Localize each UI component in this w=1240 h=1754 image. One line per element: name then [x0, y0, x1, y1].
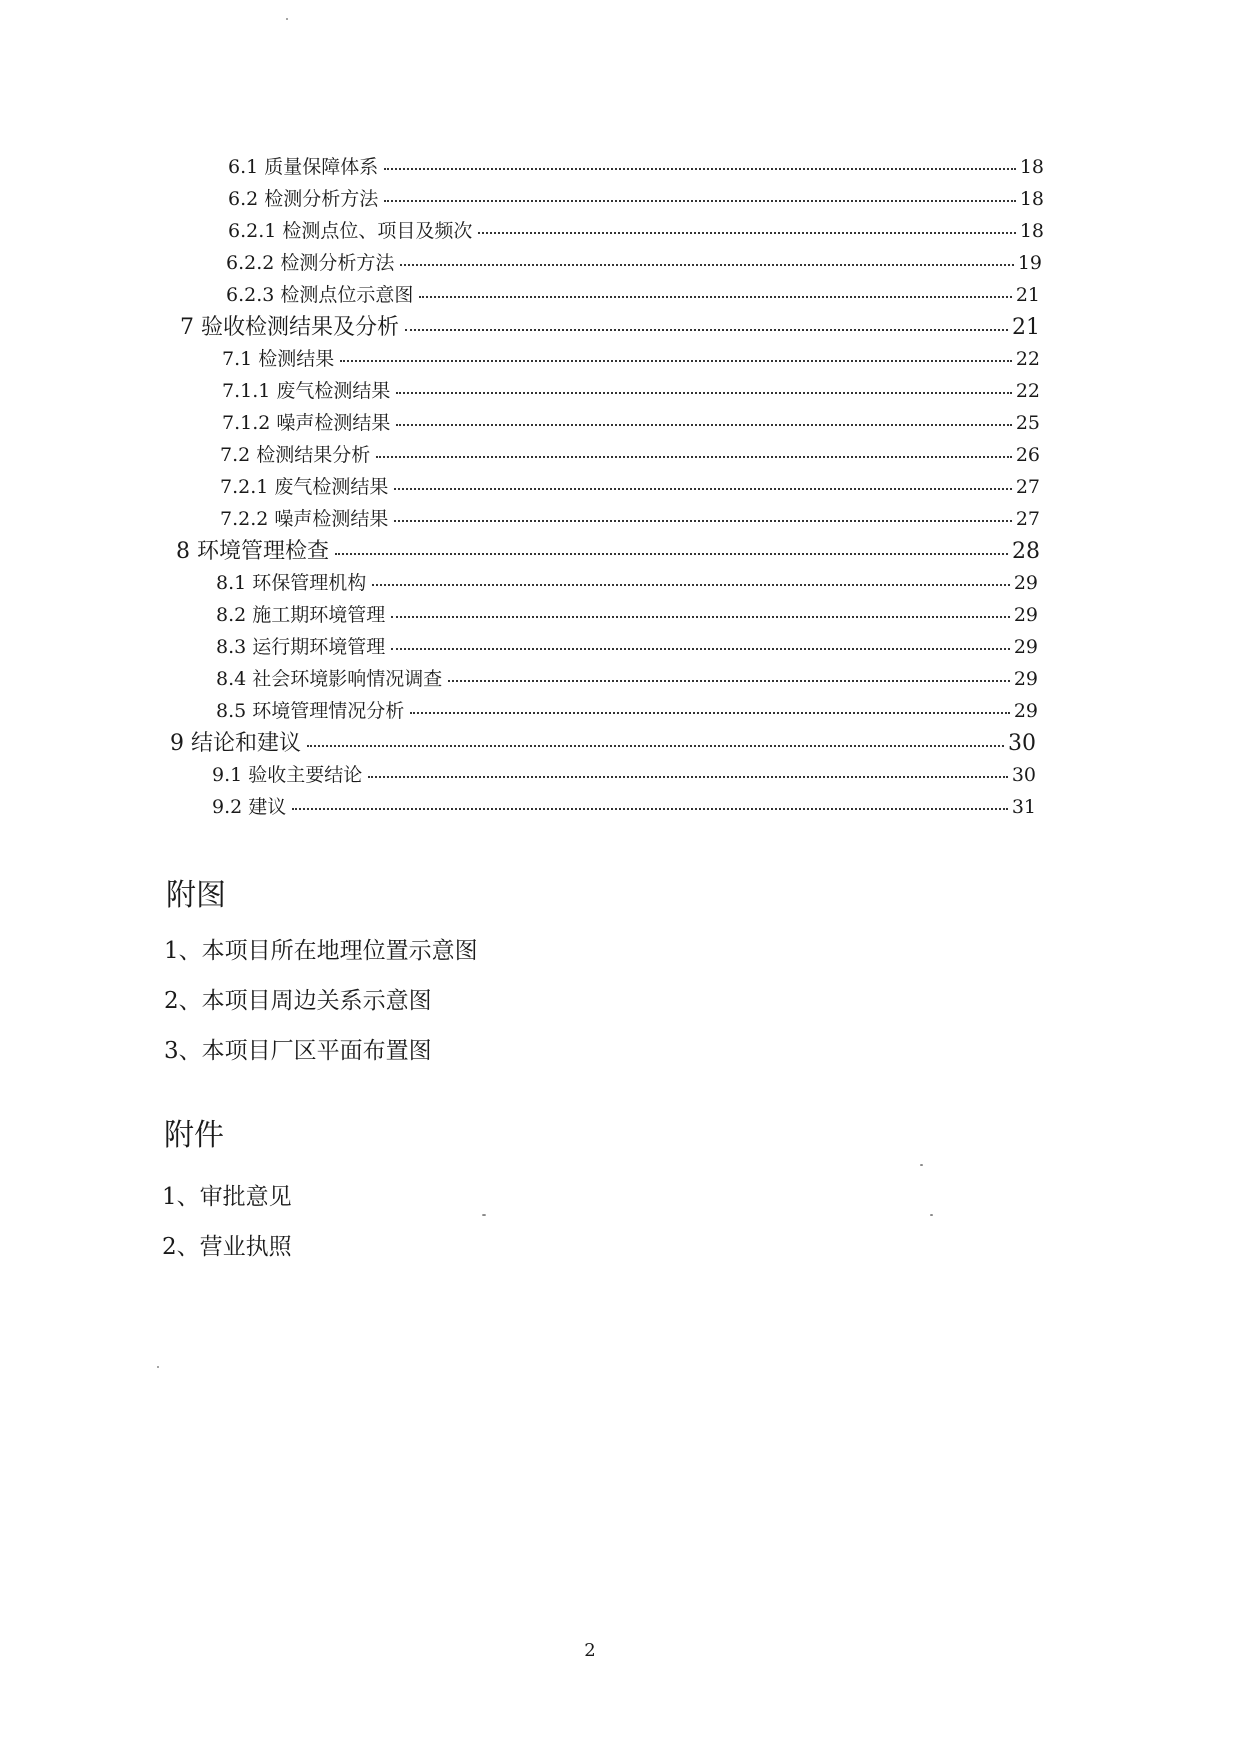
toc-entry-label: 7.2.2 噪声检测结果 [220, 508, 389, 530]
toc-entry-page: 22 [1015, 348, 1040, 370]
toc-entry-label: 6.1 质量保障体系 [228, 156, 379, 178]
toc-leader [372, 584, 1010, 586]
toc-entry[interactable] [180, 310, 1040, 341]
toc-leader [394, 488, 1011, 490]
toc-entry-label: 8.5 环境管理情况分析 [216, 700, 405, 722]
toc-leader [396, 392, 1011, 394]
attachment-item: 2、营业执照 [162, 1234, 292, 1260]
toc-entry[interactable] [220, 472, 1040, 499]
toc-entry[interactable] [228, 184, 1044, 211]
toc-entry-page: 25 [1015, 412, 1040, 434]
toc-leader [384, 168, 1016, 170]
toc-entry[interactable] [216, 632, 1038, 659]
toc-leader [391, 648, 1010, 650]
toc-leader [419, 296, 1011, 298]
toc-leader [391, 616, 1010, 618]
toc-entry-label: 9 结论和建议 [170, 731, 301, 756]
toc-entry-label: 8.3 运行期环境管理 [216, 636, 386, 658]
figure-item: 2、本项目周边关系示意图 [164, 988, 432, 1014]
toc-leader [292, 808, 1008, 810]
toc-entry-page: 30 [1011, 764, 1036, 786]
toc-entry-page: 18 [1019, 220, 1044, 242]
toc-leader [478, 232, 1015, 234]
toc-leader [307, 745, 1004, 747]
toc-entry[interactable] [216, 696, 1038, 723]
toc-leader [376, 456, 1012, 458]
toc-leader [396, 424, 1011, 426]
toc-entry-page: 29 [1013, 700, 1038, 722]
scan-speck [920, 1164, 923, 1166]
toc-entry[interactable] [220, 504, 1040, 531]
toc-entry-page: 26 [1015, 444, 1040, 466]
toc-entry[interactable] [212, 760, 1036, 787]
toc-entry[interactable] [170, 726, 1036, 757]
toc-entry-page: 31 [1011, 796, 1036, 818]
toc-entry-label: 8.1 环保管理机构 [216, 572, 367, 594]
figure-item: 3、本项目厂区平面布置图 [164, 1038, 432, 1064]
toc-entry-page: 28 [1012, 539, 1040, 564]
toc-leader [394, 520, 1011, 522]
toc-entry-page: 22 [1015, 380, 1040, 402]
attachments-heading: 附件 [164, 1118, 224, 1153]
toc-entry[interactable] [228, 152, 1044, 179]
toc-entry-label: 7.1.2 噪声检测结果 [222, 412, 391, 434]
toc-entry[interactable] [216, 664, 1038, 691]
scan-speck [930, 1214, 933, 1216]
toc-leader [335, 553, 1008, 555]
toc-entry[interactable] [226, 248, 1042, 275]
toc-entry[interactable] [222, 344, 1040, 371]
toc-entry-label: 8 环境管理检查 [176, 539, 329, 564]
toc-entry-page: 21 [1015, 284, 1040, 306]
toc-entry-page: 29 [1013, 668, 1038, 690]
toc-entry-page: 27 [1015, 508, 1040, 530]
toc-entry-page: 18 [1019, 188, 1044, 210]
scan-speck [286, 18, 288, 20]
attachment-item: 1、审批意见 [162, 1184, 292, 1210]
figures-heading: 附图 [166, 878, 226, 913]
toc-leader [400, 264, 1013, 266]
toc-entry[interactable] [222, 376, 1040, 403]
toc-leader [384, 200, 1016, 202]
toc-entry-page: 18 [1019, 156, 1044, 178]
scan-speck [157, 1366, 159, 1368]
toc-entry[interactable] [216, 568, 1038, 595]
toc-entry-label: 6.2.1 检测点位、项目及频次 [228, 220, 473, 242]
toc-entry-page: 29 [1013, 636, 1038, 658]
toc-entry-page: 29 [1013, 604, 1038, 626]
toc-entry[interactable] [220, 440, 1040, 467]
toc-entry[interactable] [222, 408, 1040, 435]
toc-entry-label: 7.2 检测结果分析 [220, 444, 371, 466]
figure-item: 1、本项目所在地理位置示意图 [164, 938, 478, 964]
toc-entry-label: 7.2.1 废气检测结果 [220, 476, 389, 498]
toc-entry[interactable] [228, 216, 1044, 243]
toc-entry-page: 21 [1012, 315, 1040, 340]
toc-entry-label: 6.2 检测分析方法 [228, 188, 379, 210]
toc-entry-label: 7.1.1 废气检测结果 [222, 380, 391, 402]
toc-entry-label: 8.2 施工期环境管理 [216, 604, 386, 626]
toc-entry-page: 30 [1008, 731, 1036, 756]
toc-entry-label: 6.2.2 检测分析方法 [226, 252, 395, 274]
toc-entry[interactable] [212, 792, 1036, 819]
toc-leader [410, 712, 1010, 714]
toc-entry-page: 27 [1015, 476, 1040, 498]
toc-entry-page: 19 [1017, 252, 1042, 274]
scan-speck [482, 1214, 486, 1216]
toc-entry[interactable] [216, 600, 1038, 627]
toc-entry-label: 7.1 检测结果 [222, 348, 335, 370]
toc-leader [340, 360, 1012, 362]
toc-entry-page: 29 [1013, 572, 1038, 594]
toc-leader [368, 776, 1008, 778]
toc-entry-label: 9.2 建议 [212, 796, 287, 818]
toc-entry-label: 8.4 社会环境影响情况调查 [216, 668, 443, 690]
toc-entry-label: 7 验收检测结果及分析 [180, 315, 399, 340]
toc-leader [448, 680, 1010, 682]
page-number: 2 [584, 1640, 596, 1661]
toc-entry-label: 6.2.3 检测点位示意图 [226, 284, 414, 306]
toc-entry[interactable] [226, 280, 1040, 307]
toc-entry[interactable] [176, 534, 1040, 565]
toc-leader [405, 329, 1008, 331]
toc-entry-label: 9.1 验收主要结论 [212, 764, 363, 786]
